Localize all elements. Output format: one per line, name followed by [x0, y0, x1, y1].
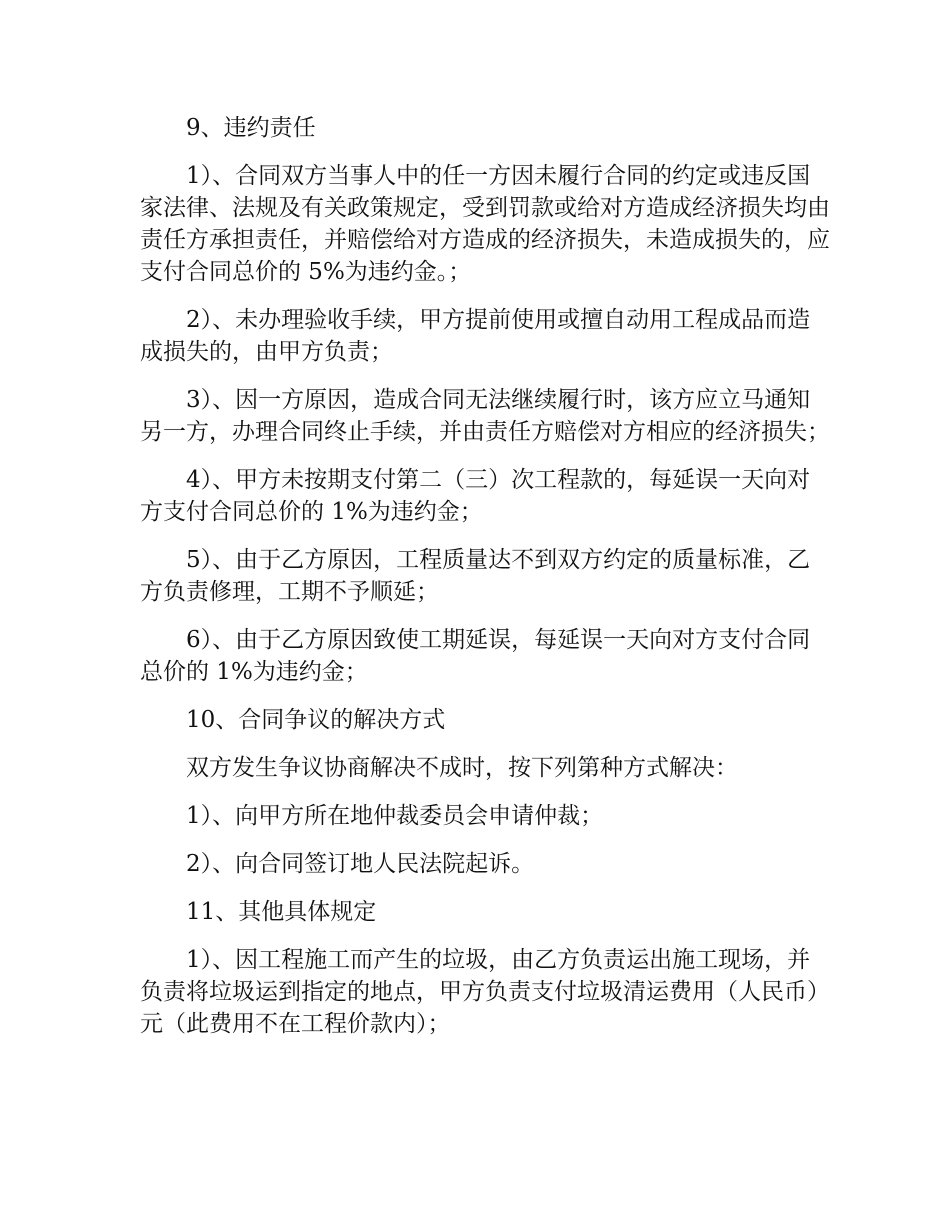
clause-10-1: 1）、向甲方所在地仲裁委员会申请仲裁；	[186, 803, 604, 829]
clause-9-3: 3）、因一方原因，造成合同无法继续履行时，该方应立马通知另一方，办理合同终止手续，并由责任方赔偿对方相应的经济损失；	[140, 387, 830, 445]
section-11-heading: 11、其他具体规定	[186, 899, 377, 925]
section-10-heading: 10、合同争议的解决方式	[186, 707, 446, 733]
section-9-heading: 9、违约责任	[186, 115, 316, 141]
clause-9-2: 2）、未办理验收手续，甲方提前使用或擅自动用工程成品而造成损失的，由甲方负责；	[140, 307, 811, 365]
clause-9-1: 1）、合同双方当事人中的任一方因未履行合同的约定或违反国家法律、法规及有关政策规定，受到罚款或给对方造成经济损失均由责任方承担责任，并赔偿给对方造成的经济损失，未造成损失的，应支付合同总价的 5%为违约金。；	[140, 163, 830, 285]
clause-9-6: 6）、由于乙方原因致使工期延误，每延误一天向对方支付合同总价的 1%为违约金；	[140, 627, 811, 685]
clause-9-4: 4）、甲方未按期支付第二（三）次工程款的，每延误一天向对方支付合同总价的 1%为违约金；	[140, 467, 811, 525]
document-body	[140, 112, 830, 1056]
clause-9-5: 5）、由于乙方原因，工程质量达不到双方约定的质量标准，乙方负责修理，工期不予顺延；	[140, 547, 811, 605]
clause-11-1: 1）、因工程施工而产生的垃圾，由乙方负责运出施工现场，并负责将垃圾运到指定的地点，甲方负责支付垃圾清运费用（人民币）元（此费用不在工程价款内）；	[140, 947, 830, 1037]
clause-10-intro: 双方发生争议协商解决不成时，按下列第种方式解决：	[186, 755, 738, 781]
clause-10-2: 2）、向合同签订地人民法院起诉。	[186, 851, 535, 877]
